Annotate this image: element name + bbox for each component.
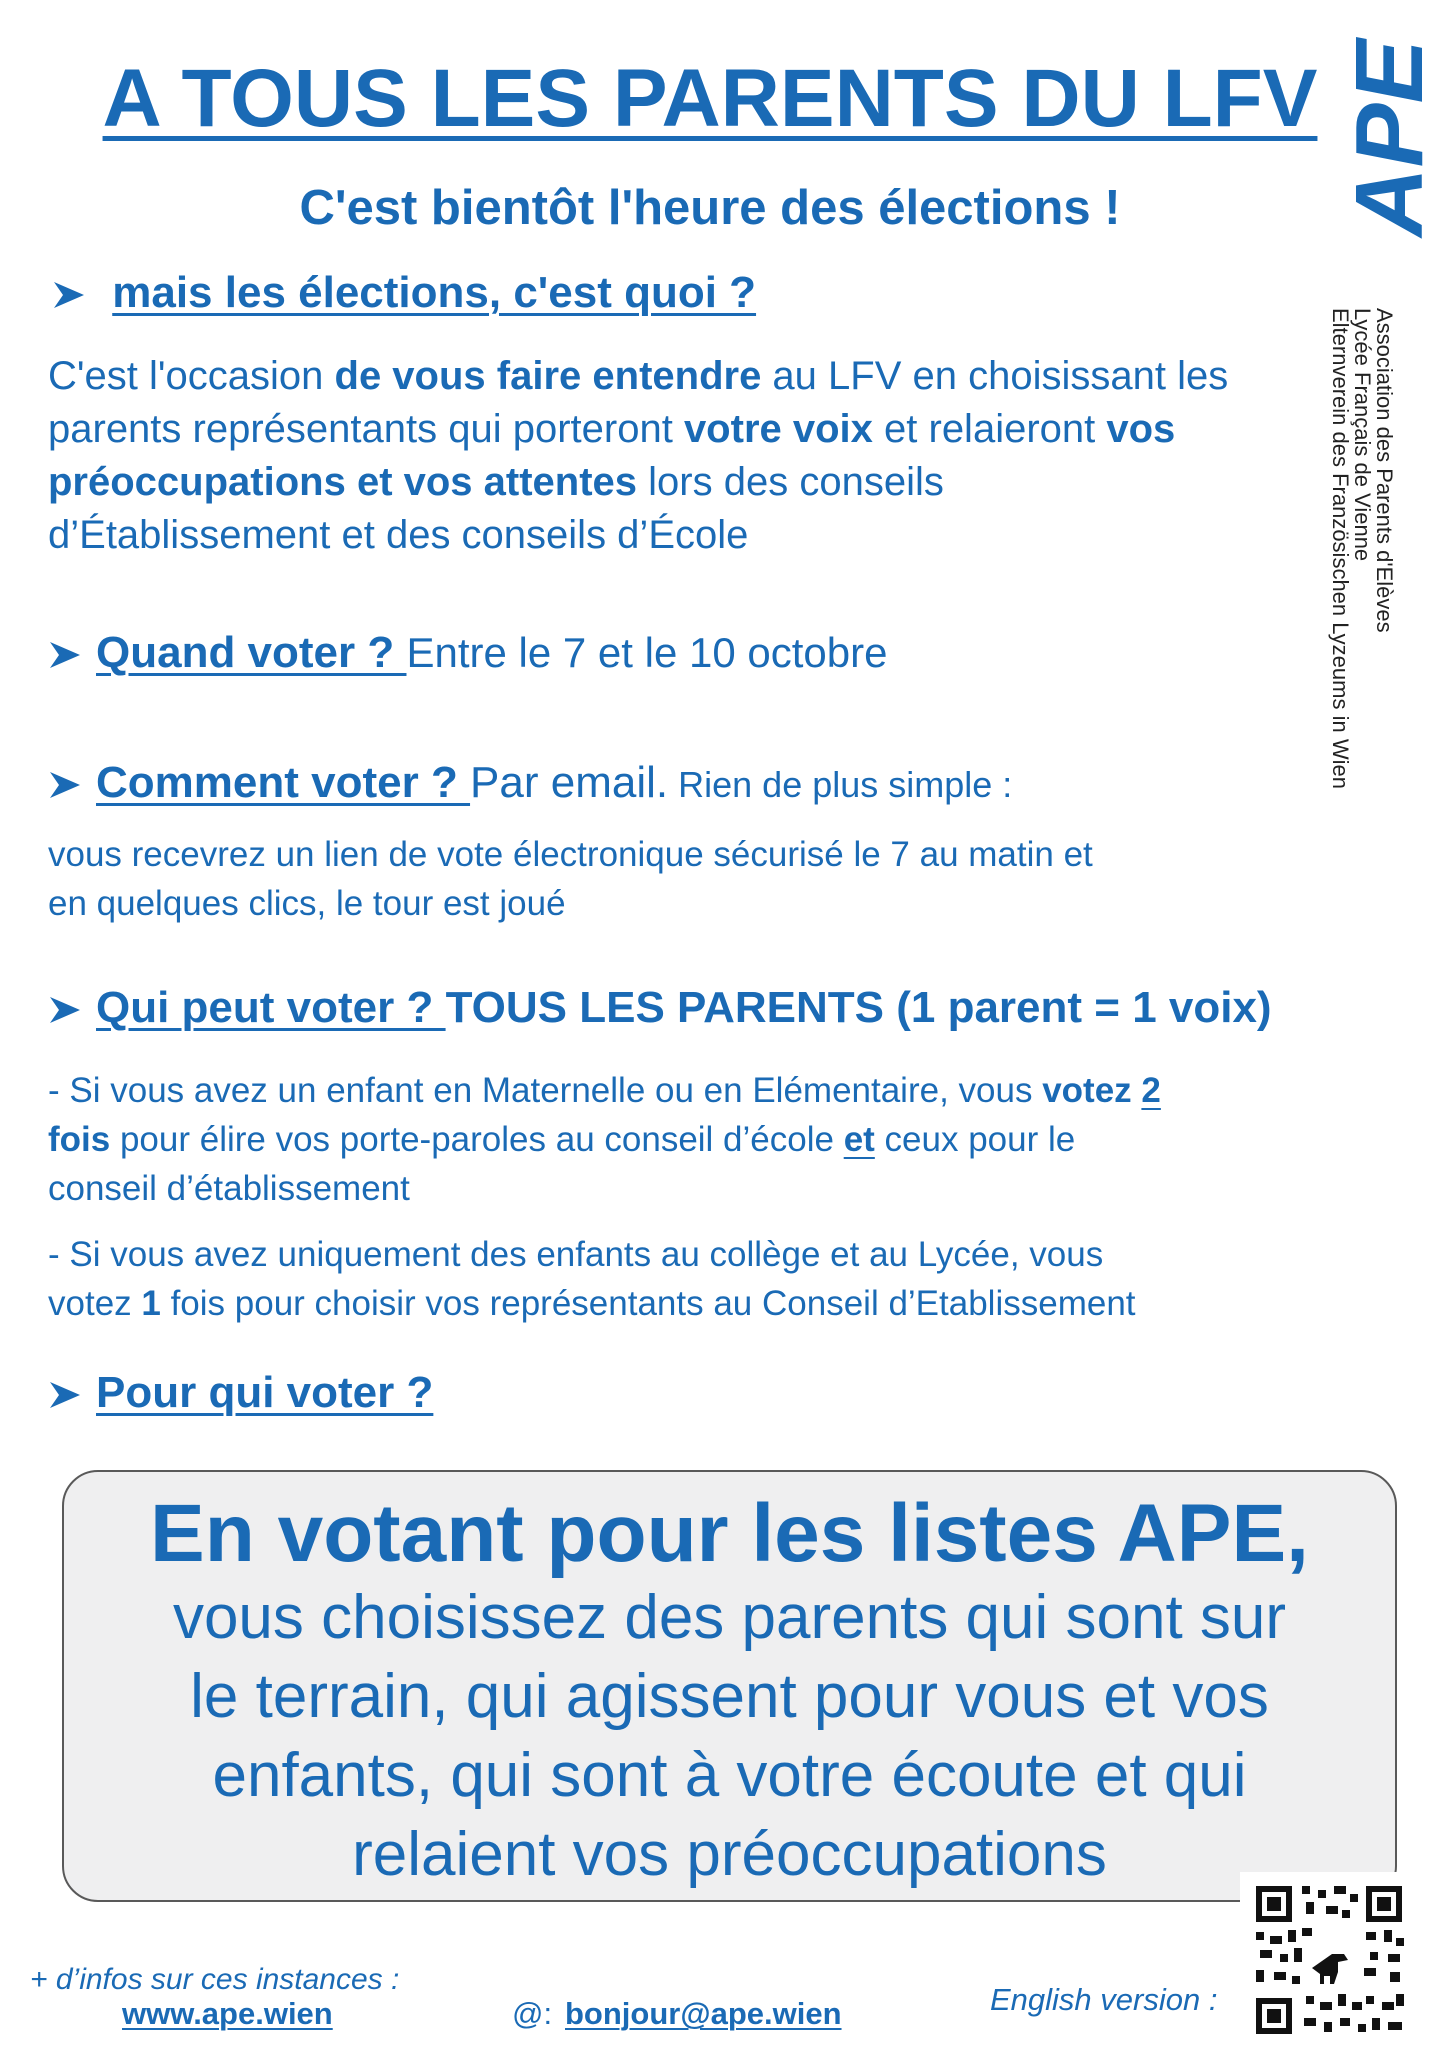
ape-logo xyxy=(1336,2,1443,274)
callout-headline: En votant pour les listes APE, xyxy=(150,1488,1309,1579)
section-text-how: vous recevrez un lien de vote électronique sécurisé le 7 au matin et en quelques clics, le tour est joué xyxy=(48,835,1093,923)
english-version-label: English version : xyxy=(990,1982,1218,2017)
section-heading-what: mais les élections, c'est quoi ? xyxy=(52,268,756,318)
arrow-icon xyxy=(48,1380,86,1410)
page-title: A TOUS LES PARENTS DU LFV xyxy=(102,53,1318,144)
arrow-icon xyxy=(48,770,86,800)
ape-logo-text: APE xyxy=(1336,39,1443,237)
section-heading-who: Qui peut voter ? TOUS LES PARENTS (1 parent = 1 voix) xyxy=(48,983,1272,1033)
association-line-3: Elternverein des Französischen Lyzeums in Wien xyxy=(1328,308,1353,789)
email-link[interactable]: bonjour@ape.wien xyxy=(565,1996,842,2031)
who-case-secondary: - Si vous avez uniquement des enfants au collège et au Lycée, vous votez 1 fois pour choisir vos représentants au Conseil d’Etablissement xyxy=(48,1235,1136,1323)
when-text: Entre le 7 et le 10 octobre xyxy=(406,629,888,676)
arrow-icon xyxy=(48,640,86,670)
section-heading-how: Comment voter ? Par email. Rien de plus simple : xyxy=(48,758,1012,808)
association-line-1: Association des Parents d'Elèves xyxy=(1372,308,1397,633)
section-text-what: C'est l'occasion de vous faire entendre au LFV en choisissant les parents représentants qui porteront votre voix et relaieront vos préoccupations et vos attentes lors des conseils d’Établissement et des conseils d’École xyxy=(48,354,1229,557)
arrow-icon xyxy=(52,280,90,310)
callout-body: vous choisissez des parents qui sont sur le terrain, qui agissent pour vous et vos enfants, qui sont à votre écoute et qui relaient vos préoccupations xyxy=(172,1583,1287,1889)
email-at-label: @: xyxy=(512,1996,553,2031)
arrow-icon xyxy=(48,995,86,1025)
qr-code-icon[interactable] xyxy=(1240,1872,1418,2048)
association-lines xyxy=(1329,308,1395,789)
who-case-primary: - Si vous avez un enfant en Maternelle ou en Elémentaire, vous votez 2 fois pour élire vos porte-paroles au conseil d’école et ceux pour le conseil d’établissement xyxy=(48,1071,1161,1208)
ape-callout-box xyxy=(62,1470,1397,1902)
website-link[interactable]: www.ape.wien xyxy=(122,1996,333,2031)
section-heading-for-whom: Pour qui voter ? xyxy=(48,1368,433,1418)
section-heading-when: Quand voter ? Entre le 7 et le 10 octobre xyxy=(48,628,887,678)
footer-infos-label: + d’infos sur ces instances : xyxy=(30,1963,400,1996)
page-subtitle: C'est bientôt l'heure des élections ! xyxy=(299,181,1121,235)
association-names xyxy=(1328,308,1397,908)
association-line-2: Lycée Français de Vienne xyxy=(1350,308,1375,562)
